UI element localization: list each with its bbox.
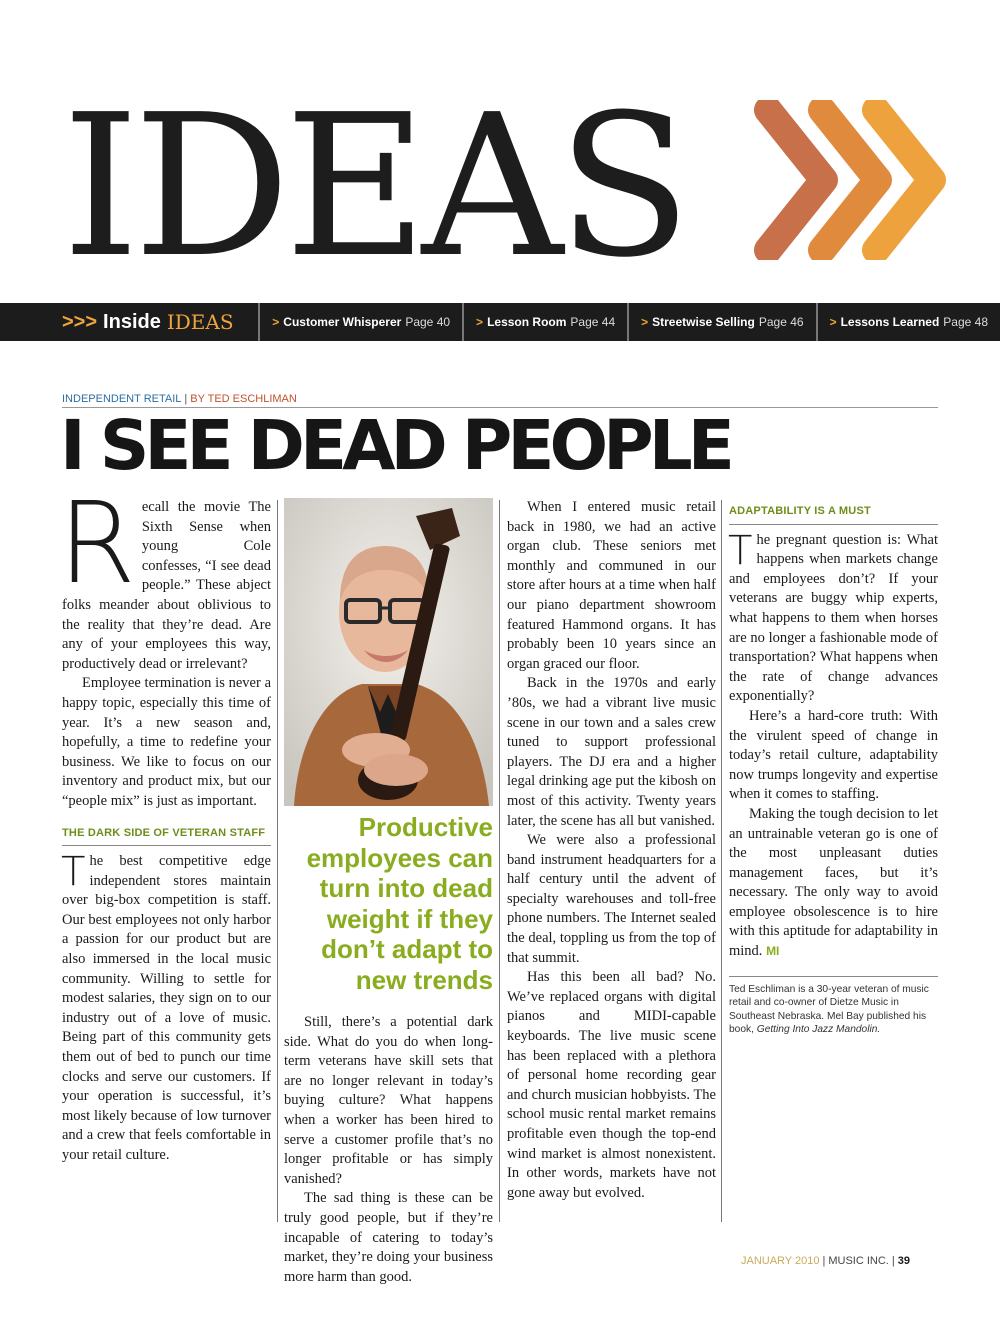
chevron-right-icon: > [641, 315, 649, 329]
end-mark: MI [766, 944, 780, 959]
nav-link-title: Lessons Learned [840, 315, 940, 329]
body-paragraph [61, 849, 271, 1166]
body-text: he pregnant question is: What happens when markets change and employees don’t? If your veterans are buggy whip experts, what happens to them when horses are no longer a fashionable mode of transportation? What happens when the rate of change advances exponentially? [729, 531, 938, 705]
masthead-title: IDEAS [62, 73, 686, 301]
magazine-name: MUSIC INC. [828, 1255, 889, 1267]
inside-ideas-label [0, 303, 260, 341]
body-paragraph: When I entered music retail back in 1980, we had an active organ club. These seniors met monthly and communed in our store after hours at a time when half our piano department showroom featured Hammond organs. It has probably been 10 years since an organ graced our floor. [507, 499, 716, 672]
body-text: Making the tough decision to let an untrainable veteran go is one of the most unpleasant duties management faces, but it’s necessary. The only way to avoid employee obsolescence is to hire with this aptitude for adaptability in mind. [729, 805, 938, 960]
drop-cap: T [728, 527, 753, 574]
chevron-right-icon: > [476, 315, 484, 329]
drop-cap: T [61, 849, 86, 896]
nav-link-customer-whisperer[interactable] [260, 303, 464, 341]
nav-link-streetwise-selling[interactable] [629, 303, 817, 341]
nav-link-title: Lesson Room [487, 315, 567, 329]
nav-link-page: Page 44 [570, 315, 616, 329]
issue-date: JANUARY 2010 [741, 1255, 820, 1267]
page-number: 39 [897, 1255, 910, 1267]
kicker [62, 393, 297, 405]
intro-text: ecall the movie The Sixth Sense when young Cole confesses, “I see dead people.” These abject folks meander about oblivious to the reality that they’re dead. Are any of your employees this way, productively dead or irrelevant? [62, 499, 271, 672]
bio-text: Ted Eschliman is a 30-year veteran of music retail and co-owner of Dietze Music in Southeast Nebraska. Mel Bay published his book, [729, 983, 929, 1036]
body-paragraph: We were also a professional band instrument headquarters for a half century until the advent of specialty warehouses and toll-free phone numbers. The Internet sealed the deal, toppling us from the top of that summit. [507, 832, 716, 966]
article-column-3 [507, 498, 716, 1203]
brand-inside: Inside [103, 310, 161, 333]
drop-cap: R [58, 479, 136, 609]
body-paragraph: Still, there’s a potential dark side. What do you do when long-term veterans have skill sets that are no longer relevant in today’s buying culture? What happens when a worker has been hired to serve a customer profile that’s no longer profitable or has simply vanished? [284, 1014, 493, 1187]
kicker-separator: | [184, 393, 188, 405]
chevron-1 [768, 110, 824, 250]
folio-separator: | [822, 1255, 826, 1267]
brand-arrows: >>> [62, 310, 98, 333]
body-paragraph [728, 527, 938, 707]
nav-link-page: Page 46 [758, 315, 804, 329]
folio-separator: | [891, 1255, 895, 1267]
pull-quote: Productive employees can turn into dead weight if they don’t adapt to new trends [306, 812, 493, 995]
body-paragraph: The sad thing is these can be truly good people, but if they’re incapable of catering to today’s market, they’re doing your business more harm than good. [284, 1190, 493, 1285]
chevron-arrows-icon [750, 100, 950, 260]
inside-ideas-bar [0, 303, 1000, 341]
brand-ideas: IDEAS [166, 310, 234, 334]
nav-link-title: Customer Whisperer [283, 315, 402, 329]
subhead-dark-side: THE DARK SIDE OF VETERAN STAFF [62, 824, 271, 847]
bio-book-title: Getting Into Jazz Mandolin. [756, 1024, 881, 1036]
column-divider [721, 500, 722, 1222]
nav-link-page: Page 40 [405, 315, 451, 329]
nav-link-lessons-learned[interactable] [818, 303, 1000, 341]
column-divider [499, 500, 500, 1222]
column-divider [277, 500, 278, 1222]
chevron-right-icon: > [272, 315, 280, 329]
author-bio [729, 976, 938, 1037]
section-label: INDEPENDENT RETAIL [62, 393, 182, 405]
body-paragraph: Has this been all bad? No. We’ve replaced organs with digital pianos and MIDI-capable keyboards. The live music scene has been replaced with a plethora of personal home recording gear and church musician hobbyists. The school music rental market remains profitable even though the top-end wind market is almost nonexistent. In other words, markets have not gone away but evolved. [507, 969, 716, 1201]
nav-link-title: Streetwise Selling [652, 315, 755, 329]
headline: I SEE DEAD PEOPLE [60, 406, 730, 486]
byline: BY TED ESCHLIMAN [190, 393, 297, 405]
subhead-adaptability: ADAPTABILITY IS A MUST [729, 502, 938, 525]
body-paragraph: Here’s a hard-core truth: With the virulent speed of change in today’s retail culture, adaptability now trumps longevity and expertise when it comes to staffing. [729, 707, 938, 803]
body-paragraph: Employee termination is never a happy topic, especially this time of year. It’s a new season and, hopefully, a time to redefine your business. We like to focus on our inventory and product mix, but our “people mix” is just as important. [62, 675, 271, 809]
nav-link-lesson-room[interactable] [464, 303, 629, 341]
body-text: he best competitive edge independent stores maintain over big-box competition is staff. Our best employees not only harbor a passion for our product but are also immersed in the local music community. Willing to settle for modest salaries, they sign on to our industry out of a love of music. Being part of this community gets them out of bed to punch our time clocks and serve our customers. If your operation is successful, it’s most likely because of low turnover and a crew that feels comfortable in your retail culture. [62, 853, 271, 1163]
article-column-1 [58, 479, 271, 1166]
article-column-4 [729, 498, 938, 1037]
article-column-2 [284, 498, 493, 1287]
body-paragraph: Back in the 1970s and early ’80s, we had a vibrant live music scene in our town and a sales crew tuned to support professional players. The DJ era and a higher legal drinking age put the kibosh on most of this activity. Twenty years later, the scene has all but vanished. [507, 675, 716, 829]
chevron-right-icon: > [829, 315, 837, 329]
author-photo [284, 498, 493, 806]
body-paragraph [729, 805, 938, 962]
page-footer [741, 1255, 910, 1267]
intro-paragraph [58, 479, 271, 674]
nav-link-page: Page 48 [943, 315, 988, 329]
